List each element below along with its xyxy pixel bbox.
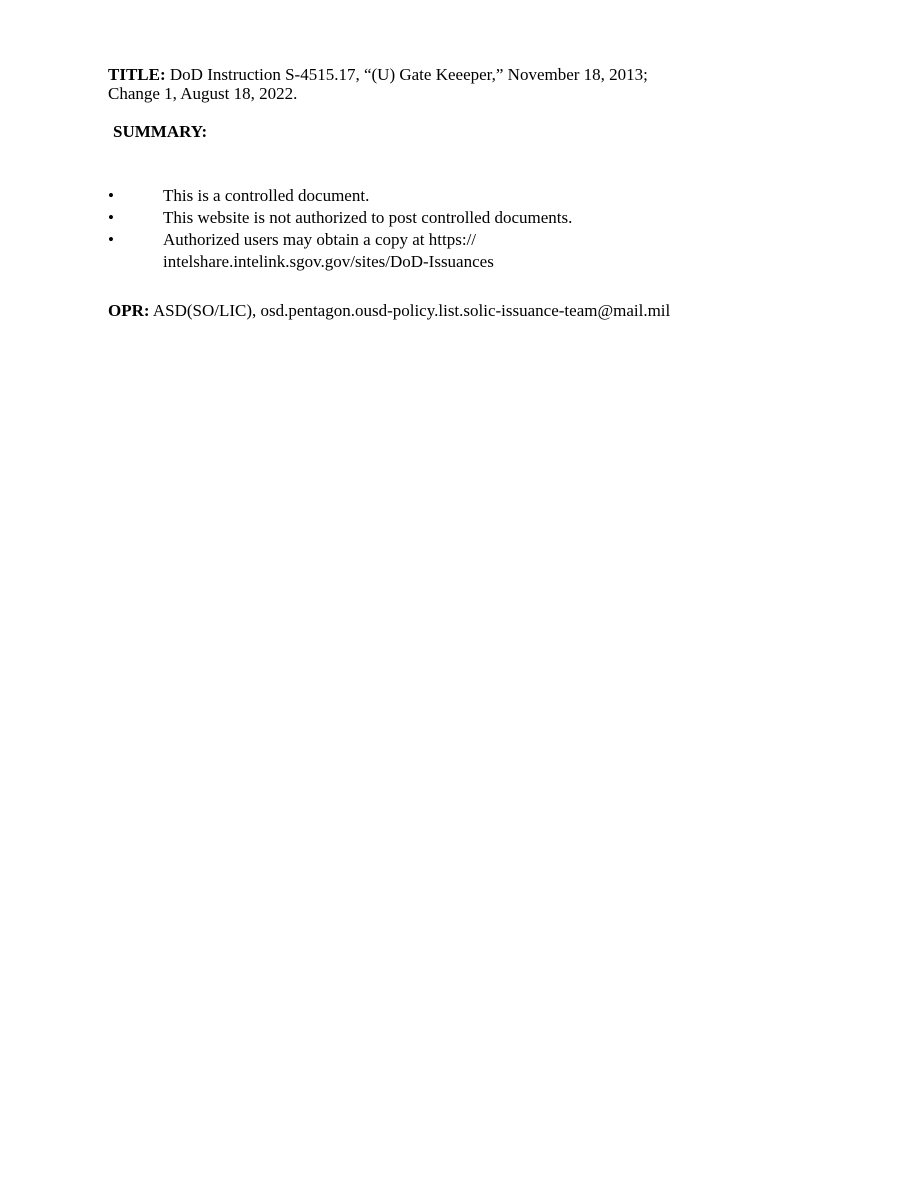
opr-line <box>108 301 868 320</box>
list-item-link-text: intelshare.intelink.sgov.gov/sites/DoD-Issuances <box>163 252 494 271</box>
list-item <box>108 207 828 229</box>
bullet-icon: • <box>108 230 114 249</box>
opr-text: ASD(SO/LIC), osd.pentagon.ousd-policy.list.solic-issuance-team@mail.mil <box>149 301 671 320</box>
list-item <box>108 229 828 273</box>
title-text-line2: Change 1, August 18, 2022. <box>108 84 298 103</box>
bullet-list <box>108 185 828 273</box>
summary-heading: SUMMARY: <box>113 122 208 141</box>
opr-label: OPR: <box>108 301 150 320</box>
title-text-line1: DoD Instruction S-4515.17, “(U) Gate Keeeper,” November 18, 2013; <box>165 65 648 84</box>
list-item-text: This website is not authorized to post controlled documents. <box>163 208 573 227</box>
title-label: TITLE: <box>108 65 166 84</box>
list-item-text: This is a controlled document. <box>163 186 370 205</box>
list-item <box>108 185 828 207</box>
title-block <box>108 65 828 103</box>
bullet-icon: • <box>108 208 114 227</box>
list-item-text: Authorized users may obtain a copy at https:// <box>163 230 477 249</box>
bullet-icon: • <box>108 186 114 205</box>
